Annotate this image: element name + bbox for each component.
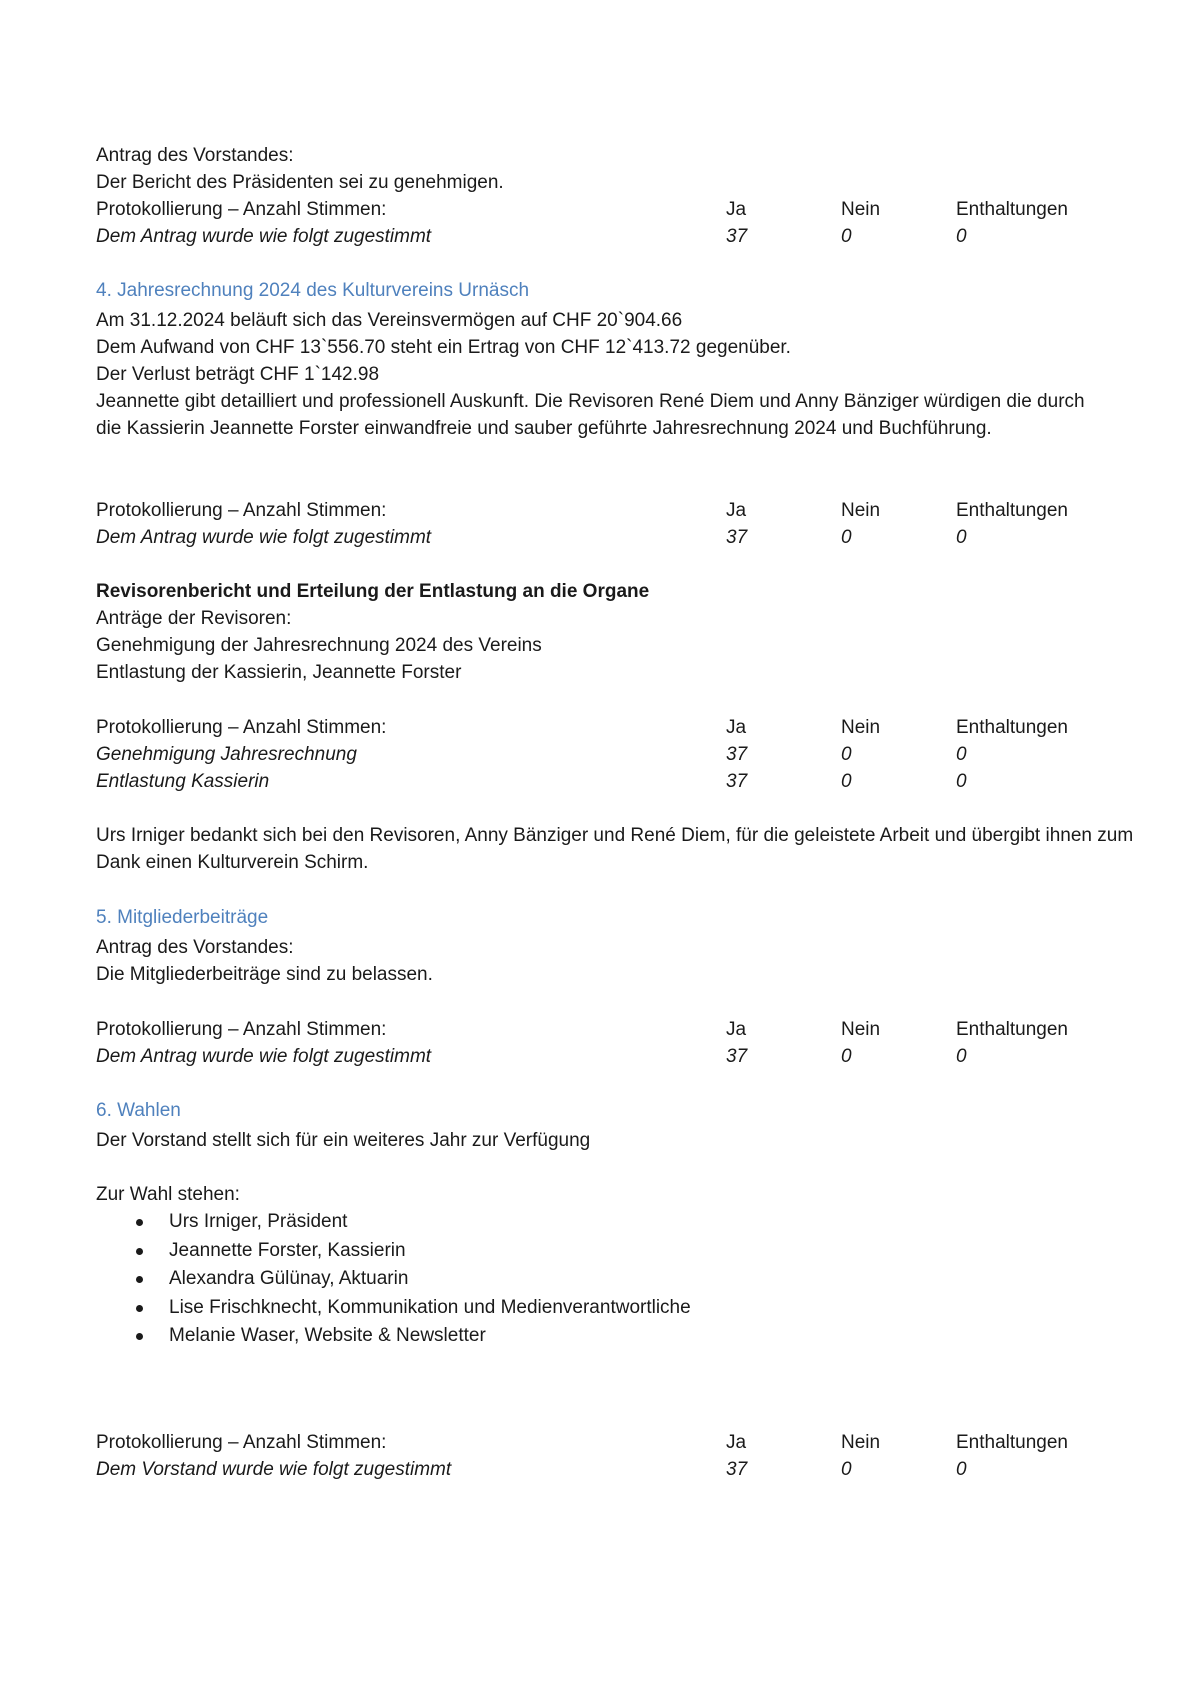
candidate-name: Jeannette Forster, Kassierin [169, 1239, 406, 1261]
vote-header-nein: Nein [841, 199, 881, 220]
vote-row-label: Dem Antrag wurde wie folgt zugestimmt [96, 1046, 432, 1067]
vote-row-enthaltungen: 0 [956, 226, 967, 247]
candidate-name: Melanie Waser, Website & Newsletter [169, 1325, 486, 1346]
finance-line: Der Verlust beträgt CHF 1`142.98 [96, 364, 380, 385]
vote-header-nein: Nein [841, 1019, 881, 1040]
revision-line: Entlastung der Kassierin, Jeannette Forster [96, 662, 462, 683]
vote-header [96, 497, 1116, 524]
section-jahresrechnung-body [96, 307, 1116, 442]
vote-row-enthaltungen: 0 [956, 771, 967, 792]
section-title: Revisorenbericht und Erteilung der Entlastung an die Organe [96, 581, 650, 602]
vote-row-nein: 0 [841, 527, 852, 548]
section-mitgliederbeitraege [96, 904, 1116, 931]
vote-row [96, 223, 1116, 250]
vote-header-nein: Nein [841, 500, 881, 521]
vote-row-ja: 37 [726, 771, 748, 792]
revision-line: Anträge der Revisoren: [96, 608, 292, 629]
bullet-icon [136, 1276, 143, 1283]
vote-row-nein: 0 [841, 771, 852, 792]
motion-text: Die Mitgliederbeiträge sind zu belassen. [96, 964, 433, 985]
vote-row-enthaltungen: 0 [956, 1046, 967, 1067]
vote-header-nein: Nein [841, 717, 881, 738]
thanks-paragraph: Urs Irniger bedankt sich bei den Revisoren, Anny Bänziger und René Diem, für die geleistete Arbeit und übergibt ihnen zum Dank einen Kulturverein Schirm. [96, 825, 1134, 873]
vote-header-enthaltungen: Enthaltungen [956, 717, 1068, 738]
vote-row [96, 741, 1116, 768]
revision-line: Genehmigung der Jahresrechnung 2024 des Vereins [96, 635, 542, 656]
section-wahlen-body [96, 1127, 1116, 1154]
candidate-list [96, 1208, 1116, 1351]
vote-row-enthaltungen: 0 [956, 527, 967, 548]
vote-header-label: Protokollierung – Anzahl Stimmen: [96, 500, 387, 521]
list-item [96, 1322, 1116, 1351]
vote-row [96, 768, 1116, 795]
vote-table [96, 1016, 1116, 1070]
vote-row-ja: 37 [726, 1459, 748, 1480]
vote-row-nein: 0 [841, 226, 852, 247]
vote-row-nein: 0 [841, 1046, 852, 1067]
vote-row [96, 524, 1116, 551]
vote-row-label: Entlastung Kassierin [96, 771, 270, 792]
vote-header-ja: Ja [726, 199, 747, 220]
vote-header-ja: Ja [726, 1019, 747, 1040]
motion-text: Der Bericht des Präsidenten sei zu genehmigen. [96, 172, 504, 193]
list-item [96, 1237, 1116, 1266]
vote-header-ja: Ja [726, 500, 747, 521]
vote-table [96, 1429, 1116, 1483]
list-item [96, 1265, 1116, 1294]
vote-table [96, 714, 1116, 795]
thanks-block [96, 822, 1134, 876]
vote-row-label: Dem Vorstand wurde wie folgt zugestimmt [96, 1459, 452, 1480]
candidate-name: Urs Irniger, Präsident [169, 1211, 348, 1232]
candidate-list-block [96, 1181, 1116, 1351]
vote-header-ja: Ja [726, 717, 747, 738]
vote-table [96, 497, 1116, 551]
section-heading: 6. Wahlen [96, 1100, 181, 1121]
vote-row-ja: 37 [726, 527, 748, 548]
list-item [96, 1294, 1116, 1323]
list-item [96, 1208, 1116, 1237]
vote-row [96, 1456, 1116, 1483]
finance-line: Dem Aufwand von CHF 13`556.70 steht ein Ertrag von CHF 12`413.72 gegenüber. [96, 337, 791, 358]
section-mitgliederbeitraege-body [96, 934, 1116, 988]
vote-row-enthaltungen: 0 [956, 744, 967, 765]
vote-row-ja: 37 [726, 744, 748, 765]
section-revisorenbericht [96, 578, 1116, 686]
vote-header-label: Protokollierung – Anzahl Stimmen: [96, 1019, 387, 1040]
vote-header [96, 714, 1116, 741]
vote-header-label: Protokollierung – Anzahl Stimmen: [96, 199, 387, 220]
finance-line: Am 31.12.2024 beläuft sich das Vereinsvermögen auf CHF 20`904.66 [96, 310, 683, 331]
vote-row-label: Dem Antrag wurde wie folgt zugestimmt [96, 226, 432, 247]
section-praesident [96, 142, 1116, 250]
vote-header-enthaltungen: Enthaltungen [956, 1432, 1068, 1453]
section-wahlen [96, 1097, 1116, 1124]
vote-header-label: Protokollierung – Anzahl Stimmen: [96, 1432, 387, 1453]
candidate-name: Alexandra Gülünay, Aktuarin [169, 1268, 409, 1289]
vote-row-enthaltungen: 0 [956, 1459, 967, 1480]
bullet-icon [136, 1333, 143, 1340]
section-heading: 5. Mitgliederbeiträge [96, 907, 269, 928]
bullet-icon [136, 1305, 143, 1312]
vote-header [96, 196, 1116, 223]
candidate-list-title: Zur Wahl stehen: [96, 1184, 240, 1205]
vote-row-ja: 37 [726, 226, 748, 247]
vote-header-enthaltungen: Enthaltungen [956, 1019, 1068, 1040]
vote-header [96, 1016, 1116, 1043]
vote-row-nein: 0 [841, 1459, 852, 1480]
motion-intro: Antrag des Vorstandes: [96, 937, 294, 958]
vote-row-label: Dem Antrag wurde wie folgt zugestimmt [96, 527, 432, 548]
section-heading: 4. Jahresrechnung 2024 des Kulturvereins Urnäsch [96, 280, 530, 301]
section-jahresrechnung [96, 277, 1116, 304]
finance-paragraph: Jeannette gibt detailliert und professionell Auskunft. Die Revisoren René Diem und Anny Bänziger würdigen die durch die Kassierin Jeannette Forster einwandfreie und sauber geführte Jahresrechnung 2024 und Buchführung. [96, 391, 1085, 439]
wahlen-intro: Der Vorstand stellt sich für ein weiteres Jahr zur Verfügung [96, 1130, 591, 1151]
vote-header [96, 1429, 1116, 1456]
candidate-name: Lise Frischknecht, Kommunikation und Medienverantwortliche [169, 1296, 691, 1318]
vote-row-nein: 0 [841, 744, 852, 765]
vote-row-label: Genehmigung Jahresrechnung [96, 744, 357, 765]
vote-header-enthaltungen: Enthaltungen [956, 199, 1068, 220]
vote-header-nein: Nein [841, 1432, 881, 1453]
vote-header-label: Protokollierung – Anzahl Stimmen: [96, 717, 387, 738]
vote-row [96, 1043, 1116, 1070]
vote-header-ja: Ja [726, 1432, 747, 1453]
motion-intro: Antrag des Vorstandes: [96, 145, 294, 166]
bullet-icon [136, 1219, 143, 1226]
vote-row-ja: 37 [726, 1046, 748, 1067]
bullet-icon [136, 1248, 143, 1255]
vote-header-enthaltungen: Enthaltungen [956, 500, 1068, 521]
